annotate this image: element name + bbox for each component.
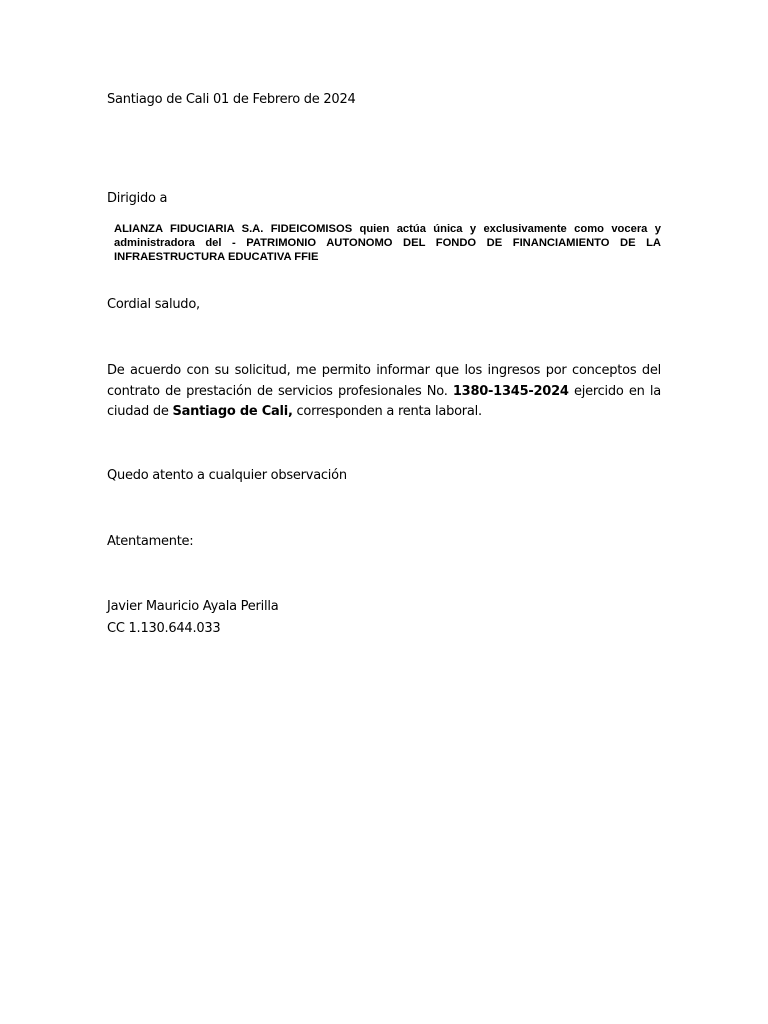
addressed-to-label: Dirigido a (107, 191, 168, 206)
contract-number: 1380-1345-2024 (452, 383, 569, 399)
addressee-block: ALIANZA FIDUCIARIA S.A. FIDEICOMISOS quien actúa única y exclusivamente como vocera y administradora del - PATRIMONIO AUTONOMO DEL FONDO DE FINANCIAMIENTO DE LA INFRAESTRUCTURA EDUCATIVA FFIE (114, 223, 661, 263)
greeting: Cordial saludo, (107, 297, 200, 312)
body-paragraph (107, 361, 661, 423)
body-text-part-3: corresponden a renta laboral. (292, 404, 482, 419)
signer-id: CC 1.130.644.033 (107, 621, 221, 636)
body-text-part-2: ejercido en la ciudad de (107, 383, 661, 419)
date-line: Santiago de Cali 01 de Febrero de 2024 (107, 92, 356, 107)
closing-note: Quedo atento a cualquier observación (107, 468, 347, 483)
body-text-part-1: De acuerdo con su solicitud, me permito informar que los ingresos por conceptos del contrato de prestación de servicios profesionales No. (107, 363, 661, 399)
city-name: Santiago de Cali, (172, 404, 293, 419)
signer-name: Javier Mauricio Ayala Perilla (107, 599, 279, 614)
sign-off: Atentamente: (107, 534, 194, 549)
